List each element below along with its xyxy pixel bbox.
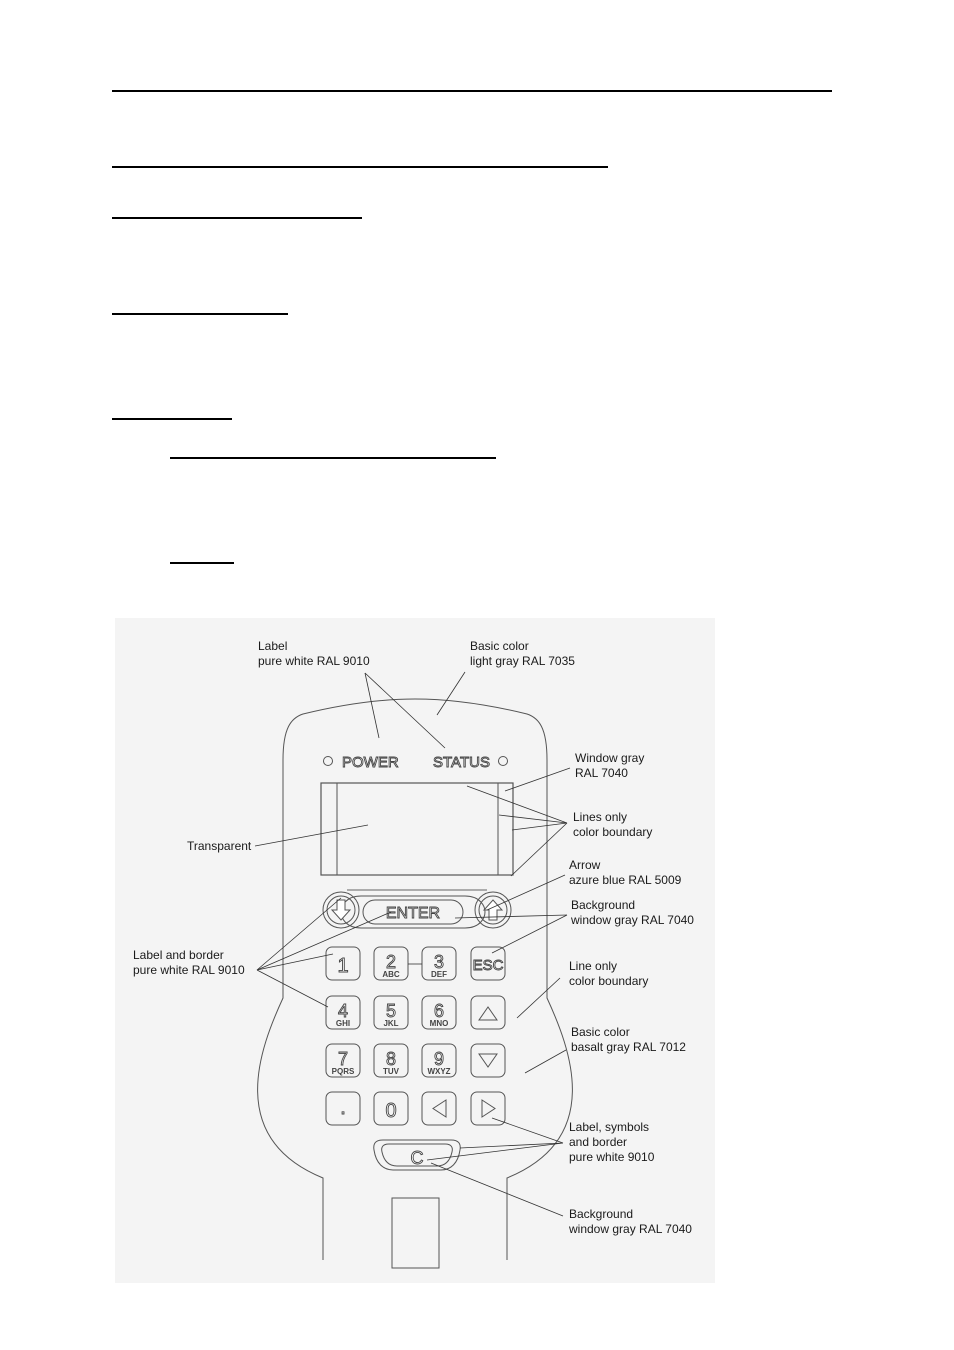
- annotation-lines-only: Lines only color boundary: [573, 810, 653, 839]
- leader-label-power: [365, 673, 379, 738]
- heading-underline-1: [112, 166, 608, 168]
- triangle-up-icon: [479, 1007, 497, 1020]
- key-9-letters: WXYZ: [427, 1067, 451, 1076]
- key-4-digit: 4: [337, 1001, 349, 1021]
- arrow-down-key[interactable]: [323, 892, 359, 928]
- key-9-digit: 9: [433, 1049, 445, 1069]
- key-5[interactable]: [374, 996, 408, 1029]
- key-3-digit: 3: [433, 952, 445, 972]
- key-2-digit: 2: [385, 952, 397, 972]
- header-rule: [112, 90, 832, 92]
- key-6-digit: 6: [433, 1001, 445, 1021]
- triangle-left-icon: [433, 1100, 446, 1117]
- key-7-letters: PQRS: [331, 1067, 355, 1076]
- esc-label: ESC: [472, 957, 504, 974]
- key-6[interactable]: [422, 996, 456, 1029]
- annotation-basic-color-bottom: Basic color basalt gray RAL 7012: [571, 1025, 686, 1054]
- cable: [392, 1198, 439, 1268]
- key-5-letters: JKL: [383, 1019, 399, 1028]
- annotation-background-top: Background window gray RAL 7040: [571, 898, 694, 927]
- key-2-letters: ABC: [382, 970, 400, 979]
- leader-lines-4: [511, 823, 567, 876]
- key-0[interactable]: [374, 1092, 408, 1125]
- annotation-line-only: Line only color boundary: [569, 959, 649, 988]
- leader-label-border-2: [257, 912, 391, 970]
- power-led-icon: [324, 757, 333, 766]
- nav-down-key[interactable]: [471, 1044, 505, 1077]
- enter-label: ENTER: [385, 905, 441, 922]
- triangle-right-icon: [482, 1100, 495, 1117]
- leader-window-gray: [505, 768, 570, 791]
- key-5-digit: 5: [385, 1001, 397, 1021]
- key-8[interactable]: [374, 1044, 408, 1077]
- heading-underline-3: [112, 313, 288, 315]
- annotation-background-bottom: Background window gray RAL 7040: [569, 1207, 692, 1236]
- clear-label: C: [410, 1148, 424, 1168]
- key-7-digit: 7: [337, 1049, 349, 1069]
- leader-label-border-4: [257, 970, 328, 1007]
- leader-transparent: [255, 825, 368, 846]
- annotation-window-gray: Window gray RAL 7040: [575, 751, 645, 780]
- leader-lines-3: [512, 823, 567, 830]
- esc-key[interactable]: [471, 947, 505, 980]
- diagram-svg: [115, 618, 715, 1283]
- leader-background-esc: [492, 915, 567, 953]
- key-8-letters: TUV: [383, 1067, 399, 1076]
- key-9[interactable]: [422, 1044, 456, 1077]
- subheading-underline-1: [170, 457, 496, 459]
- power-label: POWER: [342, 754, 399, 771]
- arrow-up-key[interactable]: [475, 892, 511, 928]
- display-window: [321, 783, 513, 875]
- annotation-label-top: Label pure white RAL 9010: [258, 639, 370, 668]
- annotation-basic-color-top: Basic color light gray RAL 7035: [470, 639, 575, 668]
- leader-background-bottom: [431, 1163, 563, 1216]
- subheading-underline-2: [170, 562, 234, 564]
- annotation-transparent: Transparent: [187, 839, 252, 853]
- leader-label-border-3: [257, 954, 333, 970]
- leader-label-border-1: [257, 898, 341, 970]
- annotation-label-border: Label and border pure white RAL 9010: [133, 948, 245, 977]
- annotation-arrow: Arrow azure blue RAL 5009: [569, 858, 682, 887]
- nav-up-key[interactable]: [471, 996, 505, 1029]
- key-7[interactable]: [326, 1044, 360, 1077]
- key-4[interactable]: [326, 996, 360, 1029]
- heading-underline-2: [112, 217, 362, 219]
- key-2[interactable]: [374, 947, 408, 980]
- key-0-digit: 0: [385, 1100, 397, 1122]
- nav-left-key[interactable]: [422, 1092, 456, 1125]
- leader-basic-color-top: [437, 672, 465, 715]
- annotation-label-symbols: Label, symbols and border pure white 9010: [569, 1120, 655, 1164]
- key-3-letters: DEF: [431, 970, 447, 979]
- leader-label-symbols-2: [460, 1143, 563, 1148]
- clear-key[interactable]: [374, 1140, 460, 1170]
- status-led-icon: [499, 757, 508, 766]
- key-3[interactable]: [422, 947, 456, 980]
- key-1[interactable]: [326, 947, 360, 980]
- status-label: STATUS: [433, 754, 490, 771]
- key-dot-label: .: [340, 1097, 346, 1119]
- heading-underline-4: [112, 418, 232, 420]
- leader-label-status: [365, 673, 445, 748]
- key-8-digit: 8: [385, 1049, 397, 1069]
- leader-label-symbols-1: [492, 1118, 563, 1143]
- key-4-letters: GHI: [335, 1019, 351, 1028]
- key-1-digit: 1: [337, 955, 349, 977]
- key-dot[interactable]: [326, 1092, 360, 1125]
- leader-basic-color-bottom: [525, 1050, 566, 1073]
- handheld-terminal-diagram: [115, 618, 715, 1283]
- key-6-letters: MNO: [429, 1019, 449, 1028]
- triangle-down-icon: [479, 1054, 497, 1067]
- leader-background-enter: [455, 915, 567, 918]
- nav-right-key[interactable]: [471, 1092, 505, 1125]
